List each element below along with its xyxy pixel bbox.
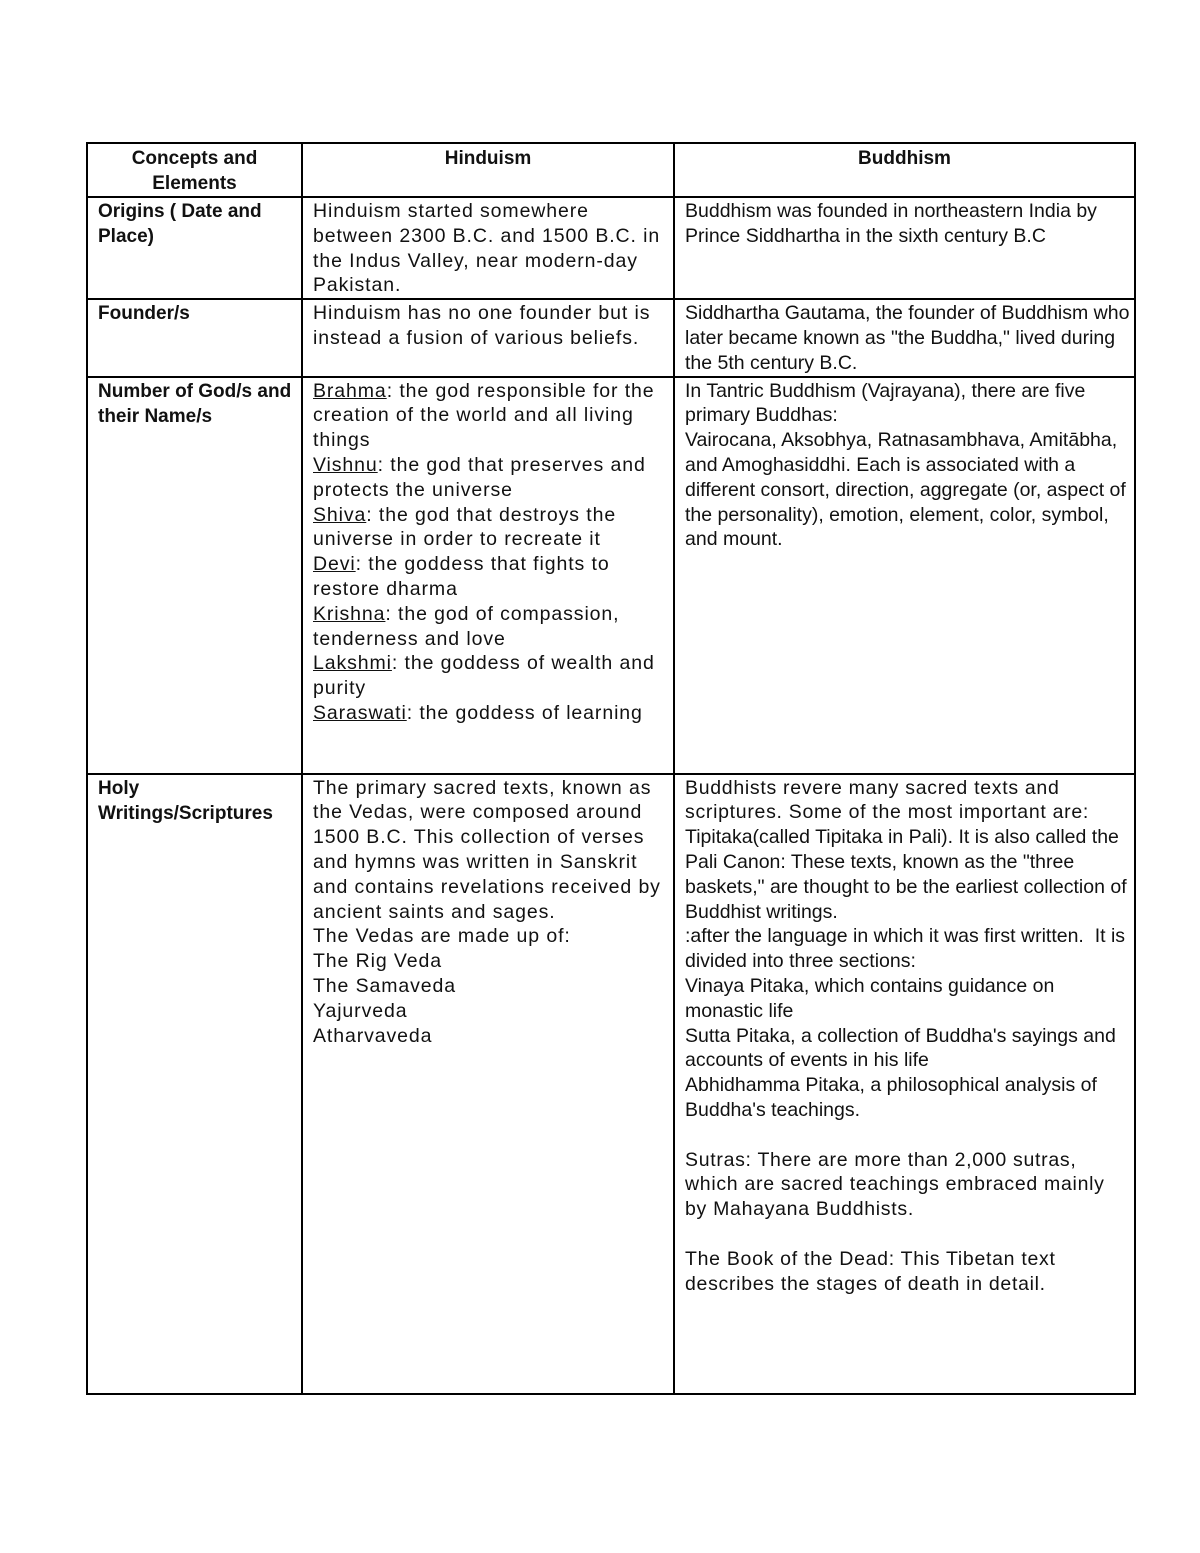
god-description: : the goddess that fights to restore dharma (313, 553, 616, 600)
god-name: Krishna (313, 602, 386, 625)
god-description: : the god that destroys the universe in order to recreate it (313, 503, 623, 551)
row-label-scriptures: Holy Writings/Scriptures (87, 774, 302, 1394)
cell-buddhism-scriptures (674, 774, 1135, 1394)
cell-buddhism-gods (674, 377, 1135, 774)
header-buddhism: Buddhism (674, 143, 1135, 197)
row-label-founders: Founder/s (87, 299, 302, 376)
god-description: : the god of compassion, tenderness and love (313, 602, 626, 650)
pitaka-item: Abhidhamma Pitaka, a philosophical analysis of Buddha's teachings. (685, 1074, 1103, 1121)
pitaka-item: Vinaya Pitaka, which contains guidance on monastic life (685, 974, 1060, 1022)
hinduism-paragraph: The Vedas are made up of: (313, 925, 571, 948)
cell-hinduism-gods (302, 377, 674, 774)
cell-hinduism-scriptures (302, 774, 674, 1394)
buddhism-paragraph: In Tantric Buddhism (Vajrayana), there are five primary Buddhas: (685, 379, 1091, 427)
veda-item: The Rig Veda (313, 950, 442, 973)
god-entry (313, 379, 669, 453)
buddhism-paragraph: Vairocana, Aksobhya, Ratnasambhava, Amitābha, and Amoghasiddhi. Each is associated with a different consort, direction, aggregate (or, aspect of the personality), emotion, element, color, symbol, and mount. (685, 429, 1132, 551)
veda-item: Atharvaveda (313, 1024, 433, 1047)
god-name: Lakshmi (313, 652, 392, 675)
row-gods (87, 377, 1135, 774)
row-founders (87, 299, 1135, 376)
row-origins (87, 197, 1135, 299)
veda-item: The Samaveda (313, 974, 457, 997)
buddhism-paragraph: Buddhists revere many sacred texts and scriptures. Some of the most important are: (685, 776, 1089, 824)
buddhism-paragraph: Tipitaka(called Tipitaka in Pali). It is also called the Pali Canon: These texts, known as the "three baskets," are thought to be the earliest collection of Buddhist writings. (685, 826, 1133, 923)
god-name: Shiva (313, 503, 367, 526)
god-entry (313, 651, 669, 701)
god-entry (313, 453, 669, 503)
veda-item: Yajurveda (313, 999, 408, 1022)
god-name: Vishnu (313, 453, 378, 476)
row-label-gods: Number of God/s and their Name/s (87, 377, 302, 774)
row-label-origins: Origins ( Date and Place) (87, 197, 302, 299)
row-scriptures (87, 774, 1135, 1394)
god-description: : the god responsible for the creation of the world and all living things (313, 379, 661, 452)
spacer (685, 1222, 1130, 1247)
god-entry (313, 552, 669, 602)
pitaka-item: Sutta Pitaka, a collection of Buddha's sayings and accounts of events in his life (685, 1024, 1122, 1072)
cell-buddhism-origins: Buddhism was founded in northeastern India by Prince Siddhartha in the sixth century B.C (674, 197, 1135, 299)
buddhism-paragraph: :after the language in which it was first written. It is divided into three sections: (685, 925, 1131, 973)
god-name: Brahma (313, 379, 387, 402)
spacer (685, 1123, 1130, 1148)
cell-buddhism-founders: Siddhartha Gautama, the founder of Buddhism who later became known as "the Buddha," lived during the 5th century B.C. (674, 299, 1135, 376)
sutras-paragraph: Sutras: There are more than 2,000 sutras, which are sacred teachings embraced mainly by Mahayana Buddhists. (685, 1148, 1111, 1221)
book-of-dead-paragraph: The Book of the Dead: This Tibetan text describes the stages of death in detail. (685, 1247, 1062, 1295)
comparison-table (86, 142, 1136, 1395)
god-name: Saraswati (313, 701, 407, 724)
god-name: Devi (313, 553, 356, 576)
god-description: : the god that preserves and protects the universe (313, 453, 653, 501)
god-entry (313, 701, 669, 726)
cell-hinduism-founders: Hinduism has no one founder but is instead a fusion of various beliefs. (302, 299, 674, 376)
god-entry (313, 503, 669, 553)
header-row (87, 143, 1135, 197)
god-description: : the goddess of wealth and purity (313, 652, 662, 700)
god-description: : the goddess of learning (406, 701, 643, 724)
cell-hinduism-origins: Hinduism started somewhere between 2300 B.C. and 1500 B.C. in the Indus Valley, near modern-day Pakistan. (302, 197, 674, 299)
header-hinduism: Hinduism (302, 143, 674, 197)
god-entry (313, 602, 669, 652)
header-concepts: Concepts and Elements (87, 143, 302, 197)
hinduism-paragraph: The primary sacred texts, known as the Vedas, were composed around 1500 B.C. This collection of verses and hymns was written in Sanskrit and contains revelations received by ancient saints and sages. (313, 776, 668, 923)
